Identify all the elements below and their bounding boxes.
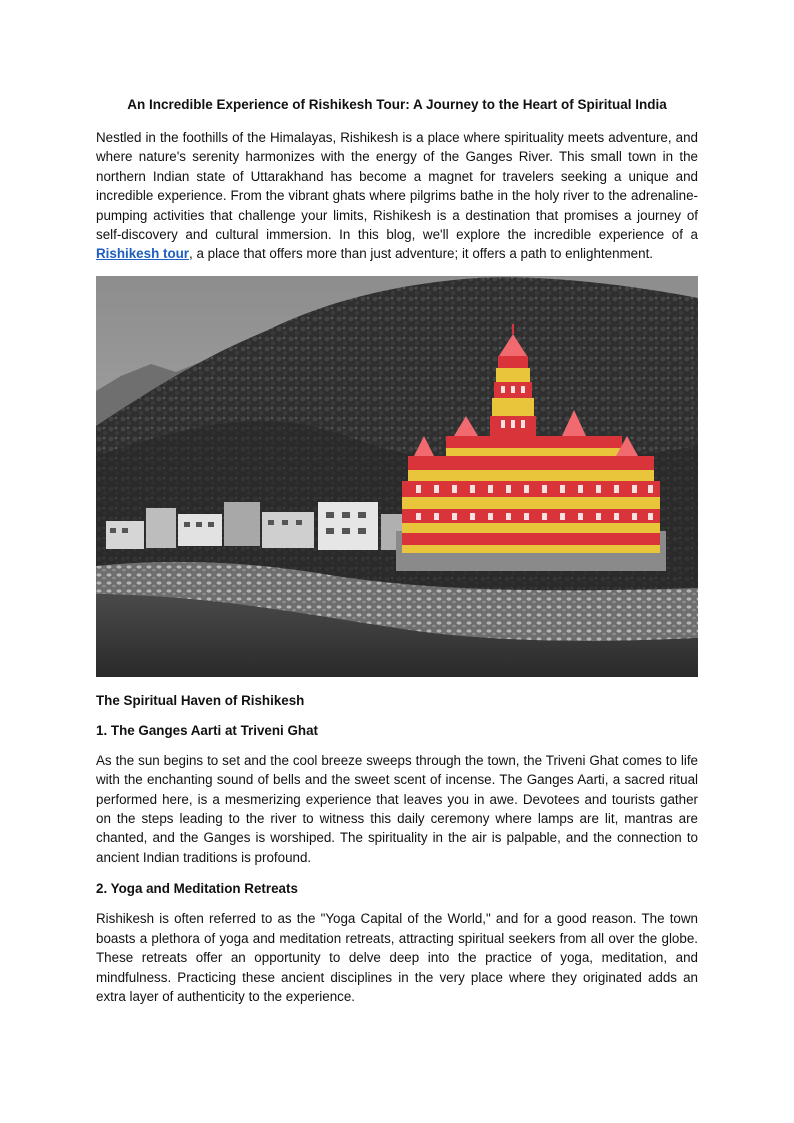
intro-text-after-link: , a place that offers more than just adventure; it offers a path to enlightenment.: [189, 246, 654, 262]
intro-text-before-link: Nestled in the foothills of the Himalayas, Rishikesh is a place where spirituality meets adventure, and where nature's serenity harmonizes with the energy of the Ganges River. This small town in the northern Indian state of Uttarakhand has become a magnet for travelers seeking a unique and incredible experience. From the vibrant ghats where pilgrims bathe in the holy river to the adrenaline-pumping activities that challenge your limits, Rishikesh is a destination that promises a journey of self-discovery and cultural immersion. In this blog, we'll explore the incredible experience of a: [96, 130, 698, 243]
town-buildings: [106, 502, 411, 550]
subsection-text-ganges-aarti: As the sun begins to set and the cool breeze sweeps through the town, the Triveni Ghat comes to life with the enchanting sound of bells and the sweet scent of incense. The Ganges Aarti, a sacred ritual performed here, is a mesmerizing experience that leaves you in awe. Devotees and tourists gather on the steps leading to the river to witness this daily ceremony where lamps are lit, mantras are chanted, and the Ganges is worshiped. The spirituality in the air is palpable, and the connection to ancient Indian traditions is profound.: [96, 752, 698, 865]
subsection-heading-yoga: 2. Yoga and Meditation Retreats: [96, 881, 298, 897]
intro-paragraph: [96, 128, 698, 264]
subsection-text-yoga: Rishikesh is often referred to as the "Yoga Capital of the World," and for a good reason. The town boasts a plethora of yoga and meditation retreats, attracting spiritual seekers from all over the globe. These retreats offer an opportunity to delve deep into the practice of yoga, meditation, and mindfulness. Practicing these ancient disciplines in the very place where they originated adds an extra layer of authenticity to the experience.: [96, 911, 698, 1004]
document-content: [96, 96, 698, 1018]
rishikesh-tour-link[interactable]: Rishikesh tour: [96, 246, 190, 262]
temple-photo: [96, 276, 698, 677]
section-heading: The Spiritual Haven of Rishikesh: [96, 692, 305, 708]
subsection-heading-ganges-aarti: 1. The Ganges Aarti at Triveni Ghat: [96, 722, 318, 738]
document-title: An Incredible Experience of Rishikesh Tour: A Journey to the Heart of Spiritual India: [127, 97, 667, 112]
